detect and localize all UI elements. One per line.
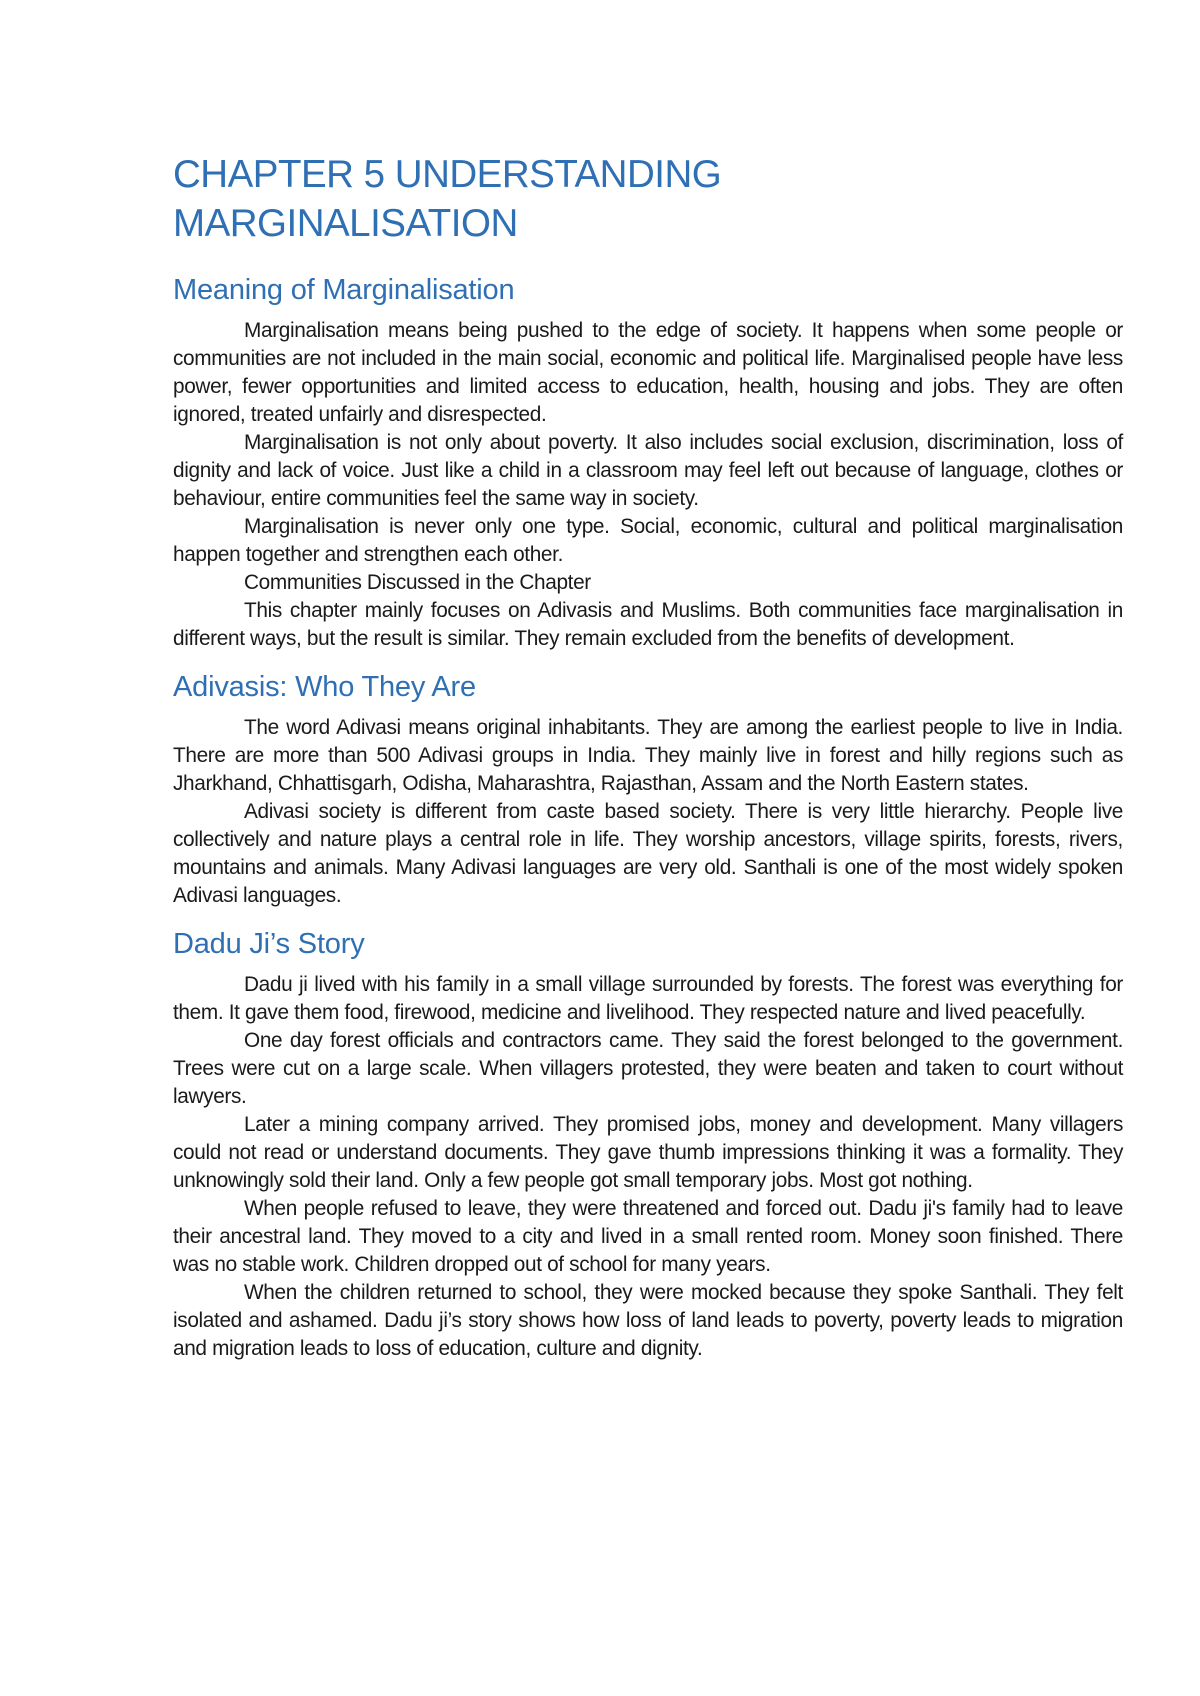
section-meaning (173, 272, 1123, 653)
paragraph: Marginalisation means being pushed to the edge of society. It happens when some people or communities are not included in the main social, economic and political life. Marginalised people have less power, fewer opportunities and limited access to education, health, housing and jobs. They are often ignored, treated unfairly and disrespected. (173, 319, 1123, 426)
paragraph: When the children returned to school, they were mocked because they spoke Santhali. They felt isolated and ashamed. Dadu ji’s story shows how loss of land leads to poverty, poverty leads to migration and migration leads to loss of education, culture and dignity. (173, 1281, 1123, 1360)
paragraph: Adivasi society is different from caste based society. There is very little hierarchy. People live collectively and nature plays a central role in life. They worship ancestors, village spirits, forests, rivers, mountains and animals. Many Adivasi languages are very old. Santhali is one of the most widely spoken Adivasi languages. (173, 800, 1123, 907)
subheading-paragraph: Communities Discussed in the Chapter (244, 571, 591, 594)
paragraph: Later a mining company arrived. They promised jobs, money and development. Many villagers could not read or understand documents. They gave thumb impressions thinking it was a formality. They unknowingly sold their land. Only a few people got small temporary jobs. Most got nothing. (173, 1113, 1123, 1192)
document-page (173, 150, 1123, 1363)
paragraph: One day forest officials and contractors came. They said the forest belonged to the government. Trees were cut on a large scale. When villagers protested, they were beaten and taken to court without lawyers. (173, 1029, 1123, 1108)
paragraph: When people refused to leave, they were threatened and forced out. Dadu ji's family had to leave their ancestral land. They moved to a city and lived in a small rented room. Money soon finished. There was no stable work. Children dropped out of school for many years. (173, 1197, 1123, 1276)
paragraph: This chapter mainly focuses on Adivasis and Muslims. Both communities face marginalisation in different ways, but the result is similar. They remain excluded from the benefits of development. (173, 599, 1123, 650)
chapter-title (173, 150, 1123, 248)
section-heading: Dadu Ji’s Story (173, 928, 365, 960)
chapter-title-line-1: CHAPTER 5 UNDERSTANDING (173, 153, 722, 196)
paragraph: The word Adivasi means original inhabitants. They are among the earliest people to live in India. There are more than 500 Adivasi groups in India. They mainly live in forest and hilly regions such as Jharkhand, Chhattisgarh, Odisha, Maharashtra, Rajasthan, Assam and the North Eastern states. (173, 716, 1123, 795)
section-adivasis (173, 669, 1123, 910)
section-heading: Meaning of Marginalisation (173, 274, 515, 306)
paragraph: Dadu ji lived with his family in a small village surrounded by forests. The forest was everything for them. It gave them food, firewood, medicine and livelihood. They respected nature and lived peacefully. (173, 973, 1123, 1024)
section-heading: Adivasis: Who They Are (173, 671, 476, 703)
paragraph: Marginalisation is not only about poverty. It also includes social exclusion, discrimination, loss of dignity and lack of voice. Just like a child in a classroom may feel left out because of language, clothes or behaviour, entire communities feel the same way in society. (173, 431, 1123, 510)
paragraph: Marginalisation is never only one type. Social, economic, cultural and political marginalisation happen together and strengthen each other. (173, 515, 1123, 566)
section-dadu-ji-story (173, 926, 1123, 1363)
chapter-title-line-2: MARGINALISATION (173, 202, 518, 245)
